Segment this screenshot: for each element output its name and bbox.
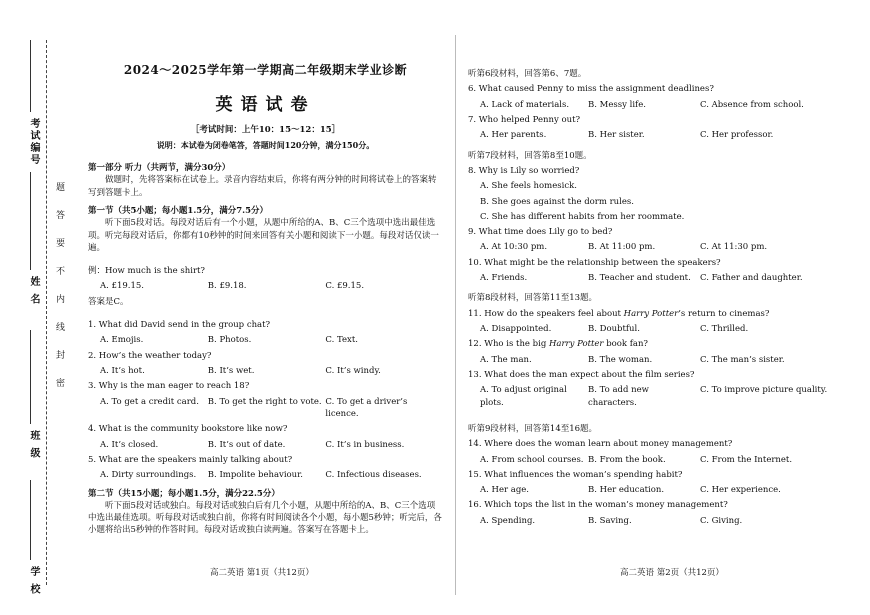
option-c: C. £9.15.	[325, 281, 365, 292]
question-16	[468, 499, 853, 527]
column-divider	[455, 35, 456, 595]
option-a: A. Disappointed.	[480, 324, 552, 334]
page-2-footer: 高二英语 第2页（共12页）	[620, 568, 724, 578]
sec2-heading: 第二节（共15小题；每小题1.5分，满分22.5分）	[88, 488, 280, 499]
question-3	[88, 380, 443, 420]
option-a: A. It’s hot.	[100, 366, 145, 376]
question-text: 6. What caused Penny to miss the assignment deadlines?	[468, 84, 714, 95]
question-5	[88, 454, 443, 482]
option-b: B. Photos.	[207, 335, 252, 346]
option-a: A. Spending.	[480, 515, 536, 526]
option-c: C. Giving.	[700, 515, 743, 526]
question-text: 4. What is the community bookstore like now?	[88, 424, 288, 435]
class-blank	[30, 330, 31, 424]
option-b: B. To add new characters.	[588, 385, 649, 408]
option-c: C. Thrilled.	[700, 324, 749, 334]
option-a: A. Her parents.	[480, 130, 547, 141]
option-c: C. It’s in business.	[325, 439, 405, 450]
seal-line-notice: 题答要不内线封密	[54, 182, 64, 406]
question-text: 3. Why is the man eager to reach 18?	[88, 381, 250, 392]
option-a: A. Dirty surroundings.	[100, 470, 197, 481]
example-question: 例：How much is the shirt?	[88, 266, 205, 277]
option-a: A. Lack of materials.	[480, 99, 570, 110]
option-c: C. From the Internet.	[700, 454, 793, 465]
question-2	[88, 350, 443, 378]
question-6	[468, 83, 853, 111]
question-text: 2. How’s the weather today?	[88, 350, 212, 361]
example-options	[88, 280, 443, 292]
question-text: 11. How do the speakers feel about Harry Potter’s return to cinemas?	[468, 308, 770, 319]
option-c: C. Her experience.	[700, 485, 781, 496]
question-7	[468, 114, 853, 142]
school-blank	[30, 480, 31, 560]
question-text: 9. What time does Lily go to bed?	[468, 227, 613, 238]
option-c: C. Infectious diseases.	[325, 470, 422, 481]
option-c: C. It’s windy.	[325, 366, 381, 376]
sec2-intro: 听下面5段对话或独白。每段对话或独白后有几个小题，从题中所给的A、B、C三个选项中选出最佳选项。听每段对话或独白前，你将有时间阅读各个小题，每小题5秒钟；听完后，各小题将给出5秒钟的作答时间。每段对话或独白读两遍。答案写在答题卡上。	[88, 500, 442, 536]
question-9	[468, 226, 853, 254]
option-c: C. Father and daughter.	[700, 273, 803, 284]
option-b: B. From the book.	[588, 454, 666, 465]
option-b: B. It’s wet.	[207, 366, 255, 376]
option-c: C. Absence from school.	[700, 99, 804, 110]
sec1-heading: 第一节（共5小题；每小题1.5分，满分7.5分）	[88, 205, 268, 216]
group-7-heading: 听第7段材料，回答第8至10题。	[468, 150, 592, 161]
option-b: B. She goes against the dorm rules.	[480, 196, 634, 207]
question-text: 8. Why is Lily so worried?	[468, 165, 580, 176]
option-c: C. Text.	[325, 335, 358, 346]
option-a: A. £19.15.	[100, 281, 144, 292]
option-a: A. To adjust original plots.	[480, 385, 567, 408]
question-text: 5. What are the speakers mainly talking about?	[88, 454, 293, 465]
question-text: 12. Who is the big Harry Potter book fan?	[468, 339, 648, 350]
option-a: A. It’s closed.	[100, 439, 159, 450]
page-2-column	[468, 68, 853, 527]
option-c: C. She has different habits from her roommate.	[480, 211, 685, 222]
exam-number-label: 考试编号	[28, 118, 39, 166]
option-a: A. To get a credit card.	[100, 396, 199, 407]
option-b: B. Saving.	[588, 515, 632, 526]
question-text: 14. Where does the woman learn about money management?	[468, 439, 733, 450]
sec1-intro: 听下面5段对话。每段对话后有一个小题，从题中所给的A、B、C三个选项中选出最佳选项。听完每段对话后，你都有10秒钟的时间来回答有关小题和阅读下一小题。每段对话仅读一遍。	[88, 218, 439, 253]
exam-number-blank	[30, 40, 31, 112]
option-b: B. Impolite behaviour.	[207, 470, 303, 481]
question-text: 15. What influences the woman’s spending habit?	[468, 469, 683, 480]
school-label: 学 校	[28, 566, 39, 596]
question-text: 10. What might be the relationship between the speakers?	[468, 257, 721, 268]
question-text: 1. What did David send in the group chat?	[88, 320, 271, 331]
option-a: A. The man.	[480, 354, 532, 365]
part1-heading: 第一部分 听力（共两节，满分30分）	[88, 162, 231, 173]
option-a: A. Emojis.	[100, 335, 144, 346]
option-c: C. To improve picture quality.	[700, 385, 828, 396]
option-b: B. Messy life.	[588, 99, 646, 110]
subject-title: 英语试卷	[215, 95, 316, 116]
option-b: B. £9.18.	[207, 281, 247, 292]
class-label: 班 级	[28, 430, 39, 460]
question-13	[468, 369, 853, 409]
option-b: B. Doubtful.	[588, 324, 640, 334]
option-a: A. At 10:30 pm.	[480, 242, 548, 253]
option-a: A. She feels homesick.	[480, 181, 577, 192]
part1-intro: 做题时，先将答案标在试卷上。录音内容结束后，你将有两分钟的时间将试卷上的答案转写到答题卡上。	[88, 175, 437, 198]
question-8	[468, 165, 853, 223]
example-answer: 答案是C。	[88, 296, 129, 307]
group-9-heading: 听第9段材料，回答第14至16题。	[468, 423, 598, 434]
option-a: A. From school courses.	[480, 454, 584, 465]
question-1	[88, 319, 443, 347]
page-1-footer: 高二英语 第1页（共12页）	[210, 568, 314, 578]
exam-time: ［考试时间：上午10：15～12：15］	[190, 125, 341, 136]
option-b: B. The woman.	[588, 354, 653, 365]
option-b: B. It’s out of date.	[207, 439, 286, 450]
question-text: 7. Who helped Penny out?	[468, 114, 581, 125]
question-10	[468, 257, 853, 285]
question-text: 13. What does the man expect about the film series?	[468, 369, 695, 380]
question-4	[88, 423, 443, 451]
page-1-column	[88, 62, 443, 537]
option-c: C. To get a driver’s licence.	[325, 396, 408, 419]
binding-cut-line	[46, 40, 47, 585]
option-b: B. Teacher and student.	[588, 273, 691, 284]
name-blank	[30, 172, 31, 270]
option-c: C. The man’s sister.	[700, 354, 785, 365]
option-a: A. Her age.	[480, 485, 529, 496]
exam-note: 说明：本试卷为闭卷笔答，答题时间120分钟，满分150分。	[156, 140, 375, 151]
option-b: B. To get the right to vote.	[207, 396, 322, 407]
option-b: B. Her education.	[588, 485, 665, 496]
question-15	[468, 469, 853, 497]
option-a: A. Friends.	[480, 273, 528, 284]
exam-title: 2024～2025学年第一学期高二年级期末学业诊断	[123, 63, 408, 77]
option-c: C. Her professor.	[700, 130, 774, 141]
question-14	[468, 438, 853, 466]
question-text: 16. Which tops the list in the woman’s money management?	[468, 500, 728, 511]
option-c: C. At 11:30 pm.	[700, 242, 768, 253]
name-label: 姓 名	[28, 276, 39, 306]
question-12	[468, 338, 853, 366]
option-b: B. At 11:00 pm.	[588, 242, 656, 253]
group-8-heading: 听第8段材料，回答第11至13题。	[468, 293, 598, 304]
option-b: B. Her sister.	[588, 130, 645, 141]
question-11	[468, 308, 853, 336]
group-6-heading: 听第6段材料，回答第6、7题。	[468, 69, 587, 79]
